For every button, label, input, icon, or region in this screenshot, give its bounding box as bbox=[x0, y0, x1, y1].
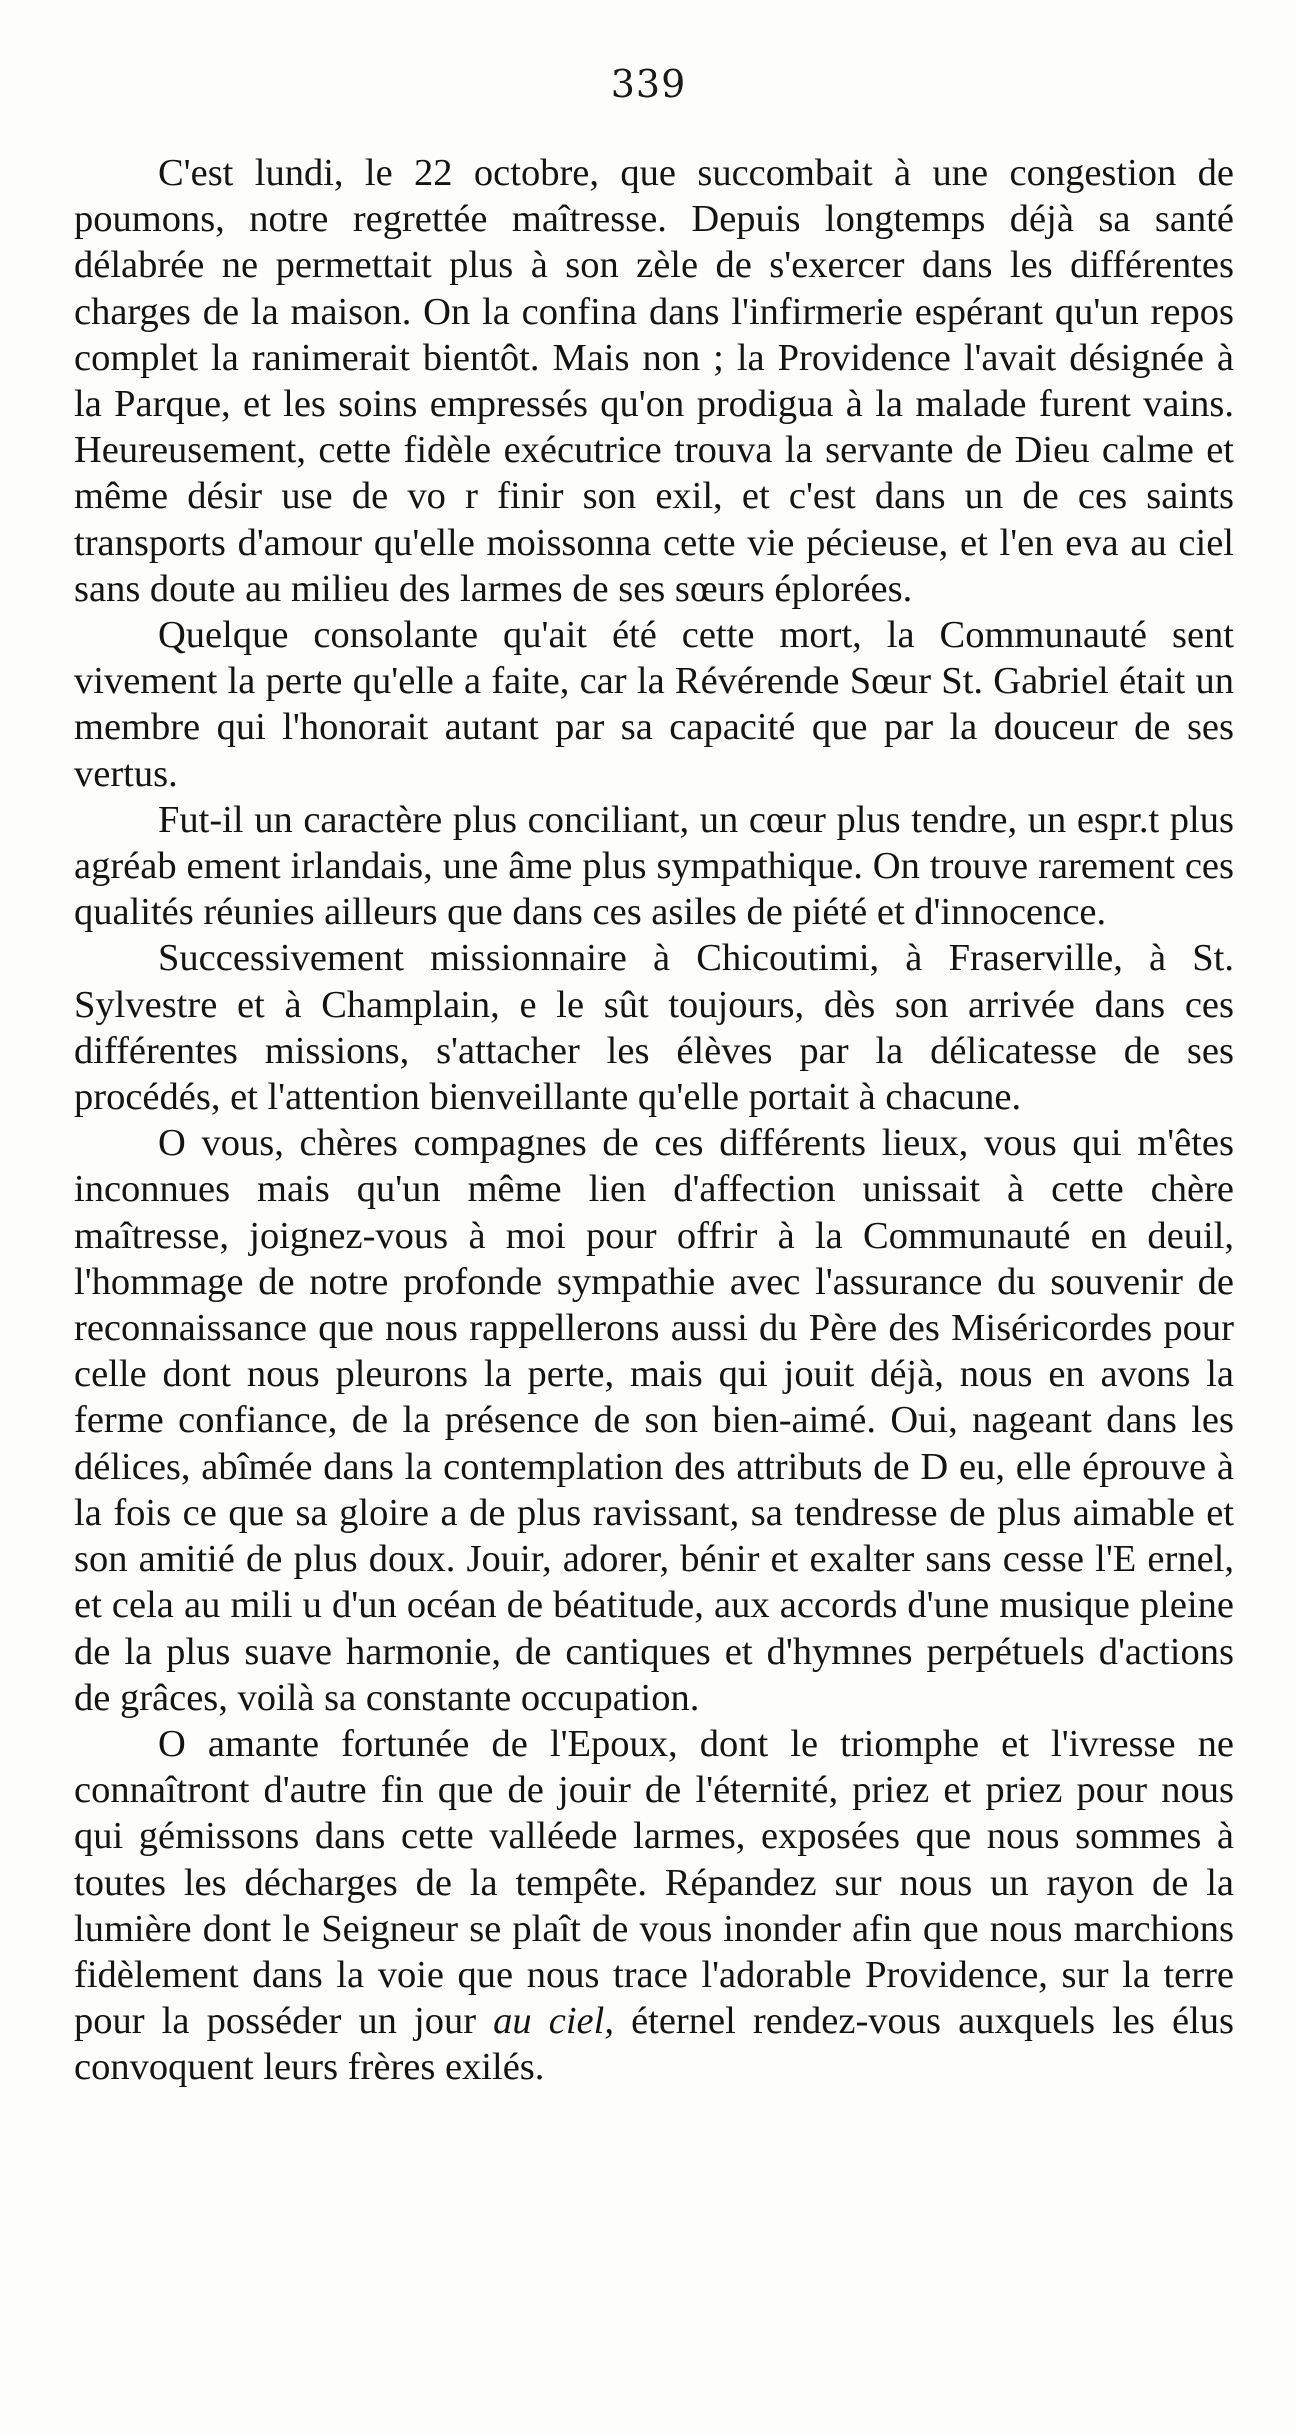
paragraph-2-text: Quelque consolante qu'ait été cette mort, la Communauté sent vivement la perte qu'elle a faite, car la Révérende Sœur St. Gabriel était un membre qui l'honorait autant par sa capacité que par la douceur de ses vertus. bbox=[74, 614, 1234, 795]
paragraph-5-text: O vous, chères compagnes de ces différents lieux, vous qui m'êtes inconnues mais qu'un même lien d'affection unissait à cette chère maîtresse, joignez-vous à moi pour offrir à la Communauté en deuil, l'hommage de notre profonde sympathie avec l'assurance du souvenir de reconnaissance que nous rappellerons aussi du Père des Miséricordes pour celle dont nous pleurons la perte, mais qui jouit déjà, nous en avons la ferme confiance, de la présence de son bien-aimé. Oui, nageant dans les délices, abîmée dans la contemplation des attributs de D eu, elle éprouve à la fois ce que sa gloire a de plus ravissant, sa tendresse de plus aimable et son amitié de plus doux. Jouir, adorer, bénir et exalter sans cesse l'E ernel, et cela au mili u d'un océan de béatitude, aux accords d'une musique pleine de la plus suave harmonie, de cantiques et d'hymnes perpétuels d'actions de grâces, voilà sa constante occupation. bbox=[74, 1122, 1234, 1719]
paragraph-4-text: Successivement missionnaire à Chicoutimi, à Fraserville, à St. Sylvestre et à Champlain, e le sût toujours, dès son arrivée dans ces différentes missions, s'attacher les élèves par la délicatesse de ses procédés, et l'attention bienveillante qu'elle portait à chacune. bbox=[74, 937, 1234, 1119]
paragraph-6-italic: au ciel, bbox=[493, 2000, 614, 2043]
paragraph-3-text: Fut-il un caractère plus conciliant, un cœur plus tendre, un espr.t plus agréab ement irlandais, une âme plus sympathique. On trouve rarement ces qualités réunies ailleurs que dans ces asiles de piété et d'innocence. bbox=[74, 798, 1234, 934]
paragraph-5 bbox=[74, 1120, 1234, 1721]
paragraph-6 bbox=[74, 1721, 1234, 2091]
paragraph-1 bbox=[74, 150, 1234, 612]
paragraph-2 bbox=[74, 612, 1234, 797]
paragraph-6-text: O amante fortunée de l'Epoux, dont le triomphe et l'ivresse ne connaîtront d'autre fin que de jouir de l'éternité, priez et priez pour nous qui gémissons dans cette valléede larmes, exposées que nous sommes à toutes les décharges de la tempête. Répandez sur nous un rayon de la lumière dont le Seigneur se plaît de vous inonder afin que nous marchions fidèlement dans la voie que nous trace l'adorable Providence, sur la terre pour la posséder un jour bbox=[74, 1722, 1234, 2043]
paragraph-1-text: C'est lundi, le 22 octobre, que succombait à une congestion de poumons, notre regrettée maîtresse. Depuis longtemps déjà sa santé délabrée ne permettait plus à son zèle de s'exercer dans les différentes charges de la maison. On la confina dans l'infirmerie espérant qu'un repos complet la ranimerait bientôt. Mais non ; la Providence l'avait désignée à la Parque, et les soins empressés qu'on prodigua à la malade furent vains. Heureusement, cette fidèle exécutrice trouva la servante de Dieu calme et même désir use de vo r finir son exil, et c'est dans un de ces saints transports d'amour qu'elle moissonna cette vie pécieuse, et l'en eva au ciel sans doute au milieu des larmes de ses sœurs éplorées. bbox=[74, 152, 1234, 610]
paragraph-4 bbox=[74, 935, 1234, 1120]
paragraph-6-text-end: éternel rendez-vous auxquels les élus convoquent leurs frères exilés. bbox=[74, 2000, 1235, 2089]
page-number: 339 bbox=[610, 62, 687, 106]
paragraph-3 bbox=[74, 797, 1234, 936]
body-text bbox=[74, 150, 1234, 2091]
